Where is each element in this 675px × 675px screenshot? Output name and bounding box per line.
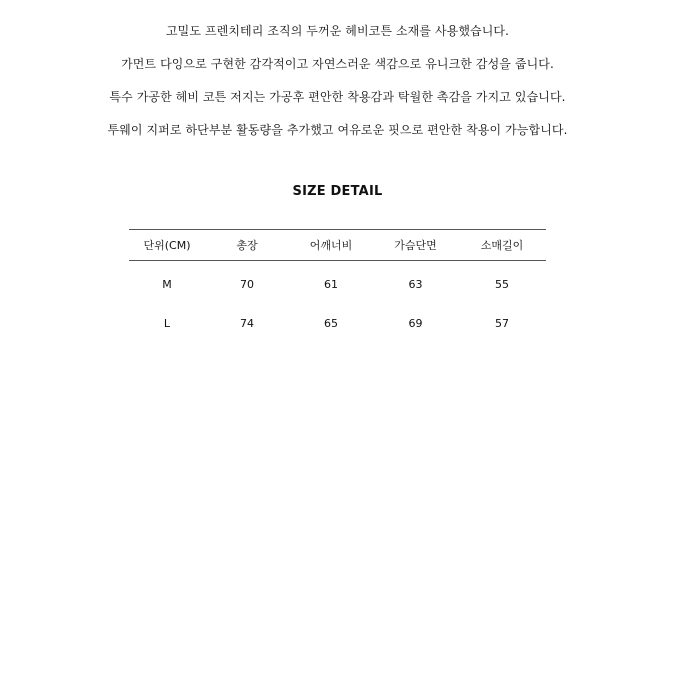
size-table [129, 229, 546, 343]
table-row [129, 261, 546, 305]
column-header-unit: 단위(CM) [129, 230, 205, 261]
size-detail-title: SIZE DETAIL [292, 184, 383, 199]
table-header-row [129, 230, 546, 261]
chest-width-cell: 63 [408, 278, 423, 291]
column-header-shoulder-width: 어깨너비 [289, 230, 373, 261]
description-line: 특수 가공한 헤비 코튼 저지는 가공후 편안한 착용감과 탁월한 촉감을 가지고 있습니다. [109, 90, 566, 104]
column-header-chest-width: 가슴단면 [373, 230, 458, 261]
size-label-cell: L [163, 317, 171, 330]
sleeve-length-cell: 55 [495, 278, 509, 291]
description-line: 고밀도 프렌치테리 조직의 두꺼운 헤비코튼 소재를 사용했습니다. [165, 24, 510, 38]
chest-width-cell: 69 [408, 317, 423, 330]
shoulder-width-cell: 61 [324, 278, 338, 291]
product-description [0, 24, 675, 156]
size-label-cell: M [162, 278, 172, 291]
total-length-cell: 74 [240, 317, 254, 330]
description-line: 투웨이 지퍼로 하단부분 활동량을 추가했고 여유로운 핏으로 편안한 착용이 가능합니다. [107, 123, 568, 137]
total-length-cell: 70 [240, 278, 254, 291]
column-header-total-length: 총장 [205, 230, 289, 261]
sleeve-length-cell: 57 [495, 317, 509, 330]
table-row [129, 304, 546, 343]
shoulder-width-cell: 65 [324, 317, 338, 330]
description-line: 가먼트 다잉으로 구현한 감각적이고 자연스러운 색감으로 유니크한 감성을 줍니다. [121, 57, 554, 71]
column-header-sleeve-length: 소매길이 [458, 230, 546, 261]
